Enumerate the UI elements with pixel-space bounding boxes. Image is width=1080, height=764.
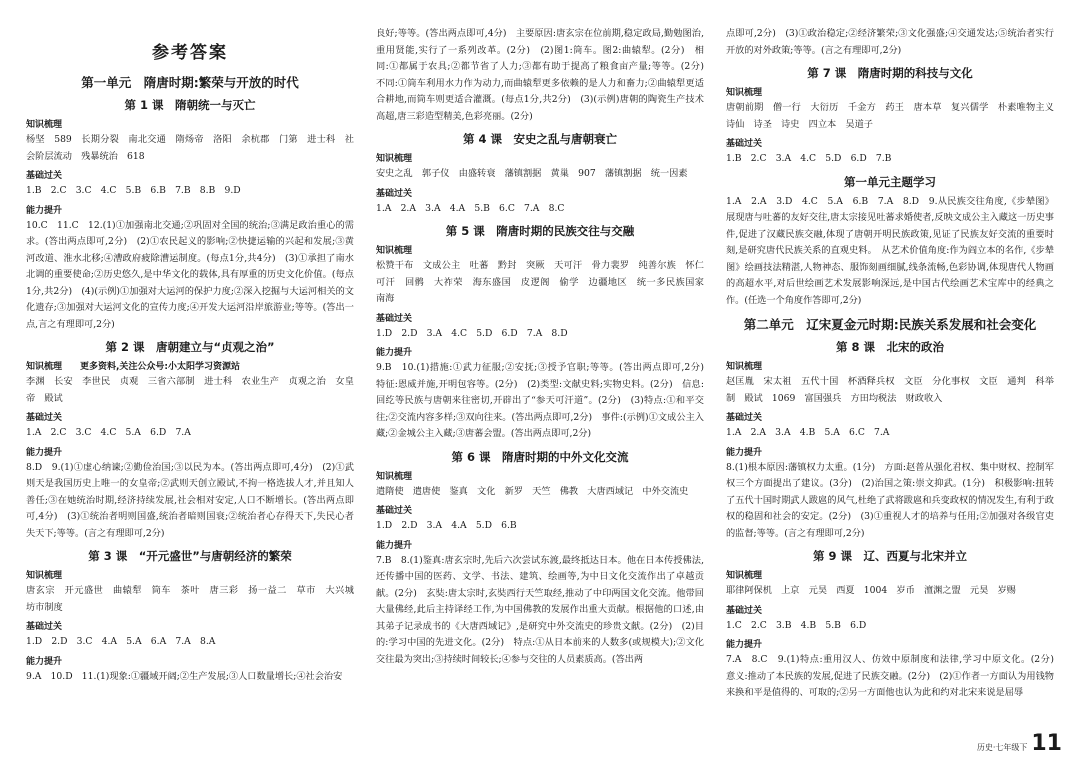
answer-text: 1.A 2.C 3.C 4.C 5.A 6.D 7.A: [26, 427, 191, 438]
answer-text: 10.C 11.C 12.(1)①加强南北交通;②巩固对全国的统治;③满足政治重心的需求。(答出两点即可,2分) (2)①农民起义的影响;②快捷运输的兴起和发展;③黄河改道、淮水北移;④漕政府疲除漕运制度。(每点1分,共4分) (3)①承担了南水北调的重要使命;②历史悠久,是中华文化的载体,具有厚重的历史文化价值。(每点1分,共2分) (4)(示例)①加强对大运河的保护力度;②深入挖掘与大运河相关的文化遗存;③加强对大运河文化的宣传力度;④开发大运河沿岸旅游业;等等。(答出一点,言之有理即可,2分): [26, 219, 354, 330]
answer-text: 1.B 2.C 3.A 4.C 5.D 6.D 7.B: [726, 153, 892, 164]
answer-text: 唐朝前期 僧一行 大衍历 千金方 药王 唐本草 复兴儒学 朴素唯物主义 诗仙 诗圣 诗史 四立本 吴道子: [726, 102, 1064, 130]
lesson-title: 第 2 课 唐朝建立与“贞观之治”: [105, 340, 275, 354]
unit-title: 第一单元 隋唐时期:繁荣与开放的时代: [81, 75, 299, 90]
lesson-title: 第 1 课 隋朝统一与灭亡: [124, 98, 256, 112]
lesson-title: 第 4 课 安史之乱与唐朝衰亡: [462, 132, 617, 146]
answer-text: 良好;等等。(答出两点即可,4分) 主要原因:唐玄宗在位前期,稳定政局,勤勉图治,重用贤能,实行了一系列改革。(2分) (2)图1:筒车。图2:曲辕犁。(2分) 相同:①都属于农具;②都节省了人力;③都有助于提高了粮食亩产量;等等。(2分) 不同:①筒车利用水力作为动力,而曲辕犁更多依赖的是人力和畜力;②曲辕犁更适合耕地,而筒车则更适合灌溉。(每点1分,共2分) (3)(示例)唐朝的陶瓷生产技术高超,唐三彩造型精美,色彩亮丽。(2分): [376, 28, 714, 122]
page-footer: [977, 731, 1062, 756]
section-label: 知识梳理: [726, 362, 763, 372]
section-label: 基础过关: [726, 413, 763, 423]
column-right: [726, 26, 1064, 750]
column-middle: [376, 26, 714, 750]
answer-text: 1.A 2.A 3.A 4.A 5.B 6.C 7.A 8.C: [376, 202, 565, 214]
section-label: 知识梳理: [376, 246, 413, 256]
section-label: 知识梳理: [376, 471, 413, 482]
answer-text: 松赞干布 文成公主 吐蕃 黔封 突厥 天可汗 骨力裴罗 纯善尔族 怀仁可汗 回鹘 大祚荣 海东盛国 皮逻阁 偷学 边疆地区 统一多民族国家 南海: [376, 260, 714, 304]
column-left: [26, 26, 364, 750]
answer-text: 7.B 8.(1)鉴真:唐玄宗时,先后六次尝试东渡,最终抵达日本。他在日本传授佛法,还传播中国的医药、文学、书法、建筑、绘画等,为中日文化交流作出了卓越贡献。(2分) 玄奘:唐太宗时,玄奘西行天竺取经,推动了中印两国文化交流。他带回大量佛经,此后主持译经工作,为中国佛教的发展作出重大贡献。根据他的口述,由其弟子记录成书的《大唐西域记》,是研究中外交流史的珍贵文献。(2分) (2)目的:学习中国的先进文化。(2分) 特点:①从日本前来的人数多(或规模大);②文化交往最为突出;③持续时间较长;④参与交往的人员素质高。(答出两: [376, 554, 704, 665]
section-label: 知识梳理 更多资料,关注公众号:小太阳学习资源站: [26, 362, 241, 372]
answer-text: 1.D 2.D 3.A 4.C 5.D 6.D 7.A 8.D: [376, 327, 568, 339]
answer-text: 1.D 2.D 3.A 4.A 5.D 6.B: [376, 520, 517, 531]
main-title: 参考答案: [152, 43, 228, 63]
lesson-title: 第 9 课 辽、西夏与北宋并立: [812, 549, 967, 563]
answer-text: 9.A 10.D 11.(1)现象:①疆域开阔;②生产发展;③人口数量增长;④社会治安: [26, 670, 343, 682]
answer-text: 8.D 9.(1)①虚心纳谏;②勤俭治国;③以民为本。(答出两点即可,4分) (2)①武则天是我国历史上唯一的女皇帝;②武则天创立殿试,不拘一格选拔人才,并且知人善任;③在她统治时期,经济持续发展,社会相对安定,人口不断增长。(答出两点即可,4分) (3)①统治者明则国盛,统治者暗则国衰;②统治者心存得天下,失民心者失天下;等等。(言之有理即可,2分): [26, 461, 354, 539]
answer-text: 8.(1)根本原因:藩镇权力太重。(1分) 方面:赵普从强化君权、集中财权、控制军权三个方面提出了建议。(3分) (2)治国之策:崇文抑武。(1分) 积极影响:扭转了五代十国时期武人跋扈的风气,杜绝了武将跋扈和兵变政权的情况发生,有利于政权的稳固和社会的安定。(2分) (3)①重视人才的培养与任用;②加强对各级官吏的监督;等等。(言之有理即可,2分): [726, 461, 1054, 539]
answer-text: 点即可,2分) (3)①政治稳定;②经济繁荣;③文化强盛;④交通发达;⑤统治者实行开放的对外政策;等等。(言之有理即可,2分): [726, 28, 1054, 56]
section-label: 能力提升: [726, 640, 763, 650]
answer-text: 1.A 2.A 3.D 4.C 5.A 6.B 7.A 8.D 9.从民族交往角度,《步辇图》展现唐与吐蕃的友好交往,唐太宗接见吐蕃求婚使者,反映文成公主入藏这一历史事件,促进了汉藏民族交融,体现了唐朝开明民族政策,见证了民族友好交流的重要时刻,是研究唐代民族关系的直观史料。 从艺术价值角度:作为阎立本的名作,《步辇图》绘画技法精湛,人物神态、服饰刻画细腻,线条流畅,色彩协调,体现唐代人物画的高超水平,对后世绘画艺术发展影响深远,是中国古代绘画艺术宝库中的经典之作。(任选一个角度作答即可,2分): [726, 195, 1054, 306]
answer-text: 7.A 8.C 9.(1)特点:重用汉人、仿效中原制度和法律,学习中原文化。(2分) 意义:推动了本民族的发展,促进了民族交融。(2分) (2)①作者一方面认为用钱物来换和平是值得的、可取的;②另一方面他也认为此和约对北宋来说是屈辱: [726, 654, 1064, 698]
answer-text: 1.A 2.A 3.A 4.B 5.A 6.C 7.A: [726, 427, 890, 438]
lesson-title: 第一单元主题学习: [844, 174, 936, 189]
page-columns: [26, 26, 1064, 750]
section-label: 知识梳理: [26, 571, 63, 581]
answer-text: 9.B 10.(1)措施:①武力征服;②安抚;③授予官职;等等。(答出两点即可,2分) 特征:恩威并施,开明包容等。(2分) (2)类型:文献史料;实物史料。(2分) 信息:回纥等民族与唐朝来往密切,开辟出了“参天可汗道”。(2分) (3)特点:①和平交往;②交流内容多样;③双向往来。(答出两点即可,2分) 事件:(示例)①文成公主入藏;②金城公主入藏;③唐蕃会盟。(答出两点即可,2分): [376, 362, 714, 439]
section-label: 基础过关: [726, 139, 763, 149]
answer-text: 李渊 长安 李世民 贞观 三省六部制 进士科 农业生产 贞观之治 女皇帝 殿试: [26, 376, 354, 404]
answer-text: 赵匡胤 宋太祖 五代十国 杯酒释兵权 文臣 分化事权 文臣 通判 科举制 殿试 1069 富国强兵 方田均税法 财政收入: [726, 376, 1054, 404]
section-label: 基础过关: [26, 622, 63, 632]
unit-title: 第二单元 辽宋夏金元时期:民族关系发展和社会变化: [743, 317, 1037, 332]
section-label: 基础过关: [26, 171, 63, 181]
section-label: 能力提升: [26, 656, 63, 667]
answer-text: 1.B 2.C 3.C 4.C 5.B 6.B 7.B 8.B 9.D: [26, 185, 241, 196]
section-label: 基础过关: [26, 413, 63, 423]
footer-subject: 历史·七年级下: [976, 743, 1028, 752]
lesson-title: 第 8 课 北宋的政治: [835, 340, 944, 354]
section-label: 能力提升: [376, 348, 413, 358]
answer-text: 杨坚 589 长期分裂 南北交通 隋炀帝 洛阳 余杭郡 门第 进士科 社会阶层流动 残暴统治 618: [26, 134, 354, 162]
section-label: 基础过关: [376, 313, 413, 324]
section-label: 知识梳理: [26, 120, 63, 130]
section-label: 知识梳理: [726, 88, 763, 98]
answer-text: 遣隋使 遣唐使 鉴真 文化 新罗 天竺 佛教 大唐西域记 中外交流史: [376, 485, 689, 497]
section-label: 能力提升: [726, 447, 763, 458]
section-label: 基础过关: [726, 605, 763, 616]
answer-text: 耶律阿保机 上京 元昊 西夏 1004 岁币 澶渊之盟 元昊 岁赐: [726, 585, 1016, 596]
lesson-title: 第 6 课 隋唐时期的中外文化交流: [451, 449, 629, 464]
section-label: 基础过关: [376, 188, 413, 199]
lesson-title: 第 7 课 隋唐时期的科技与文化: [807, 66, 973, 80]
lesson-title: 第 5 课 隋唐时期的民族交往与交融: [445, 224, 635, 238]
section-label: 能力提升: [376, 540, 413, 551]
section-label: 能力提升: [26, 205, 63, 216]
answer-text: 安史之乱 郭子仪 由盛转衰 藩镇割据 黄巢 907 藩镇割据 统一因素: [376, 168, 688, 179]
page-number: 11: [1031, 731, 1062, 756]
answer-text: 唐玄宗 开元盛世 曲辕犁 筒车 茶叶 唐三彩 扬一益二 草市 大兴城 坊市制度: [26, 585, 364, 613]
section-label: 知识梳理: [726, 571, 763, 581]
answer-text: 1.D 2.D 3.C 4.A 5.A 6.A 7.A 8.A: [26, 636, 216, 647]
section-label: 能力提升: [26, 447, 63, 458]
lesson-title: 第 3 课 “开元盛世”与唐朝经济的繁荣: [88, 549, 292, 563]
section-label: 基础过关: [376, 506, 413, 516]
section-label: 知识梳理: [376, 154, 413, 164]
answer-text: 1.C 2.C 3.B 4.B 5.B 6.D: [726, 619, 867, 631]
